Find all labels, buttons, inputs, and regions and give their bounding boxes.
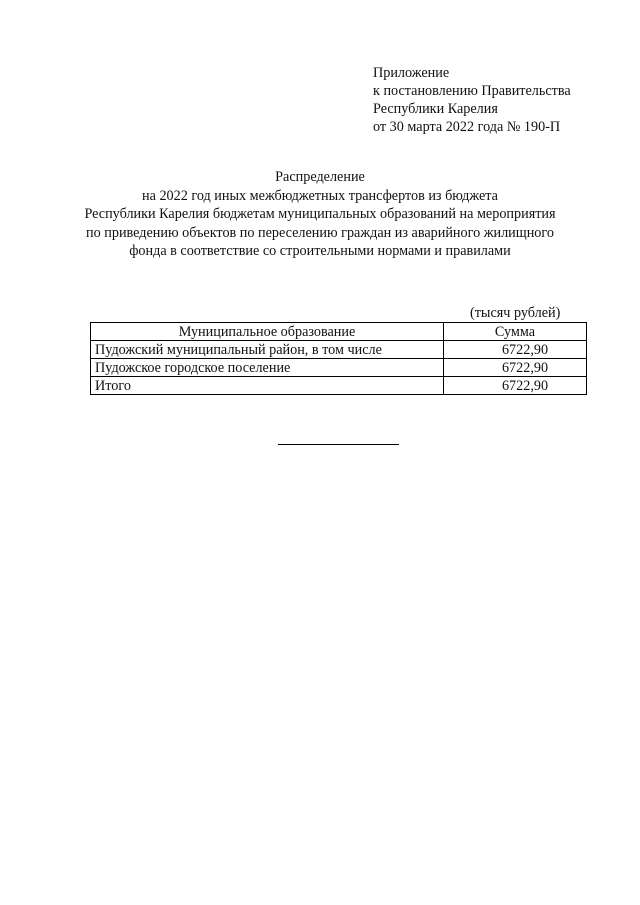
title-line: на 2022 год иных межбюджетных трансфертов из бюджета (142, 187, 498, 204)
table-header-row (91, 323, 587, 341)
row-sum: 6722,90 (444, 359, 587, 377)
appendix-line: к постановлению Правительства (373, 83, 571, 99)
title-line: Распределение (275, 169, 365, 185)
appendix-line: Республики Карелия (373, 101, 498, 117)
document-title (60, 168, 580, 261)
table-row-total (91, 377, 587, 395)
appendix-block (373, 64, 571, 136)
row-municipality-name: Пудожское городское поселение (91, 359, 444, 377)
column-header-municipality: Муниципальное образование (91, 323, 444, 341)
appendix-line: от 30 марта 2022 года № 190-П (373, 119, 561, 135)
row-sum: 6722,90 (444, 341, 587, 359)
table-row (91, 341, 587, 359)
total-label: Итого (91, 377, 444, 395)
column-header-sum: Сумма (444, 323, 587, 341)
end-divider-line (278, 444, 399, 445)
title-line: по приведению объектов по переселению граждан из аварийного жилищного (86, 224, 554, 241)
total-sum: 6722,90 (444, 377, 587, 395)
title-line: Республики Карелия бюджетам муниципальных образований на мероприятия (84, 206, 556, 222)
table-row (91, 359, 587, 377)
units-note: (тысяч рублей) (470, 305, 561, 321)
distribution-table (90, 322, 587, 395)
appendix-line: Приложение (373, 65, 450, 81)
row-municipality-name: Пудожский муниципальный район, в том числе (91, 341, 444, 359)
title-line: фонда в соответствие со строительными нормами и правилами (129, 243, 511, 259)
